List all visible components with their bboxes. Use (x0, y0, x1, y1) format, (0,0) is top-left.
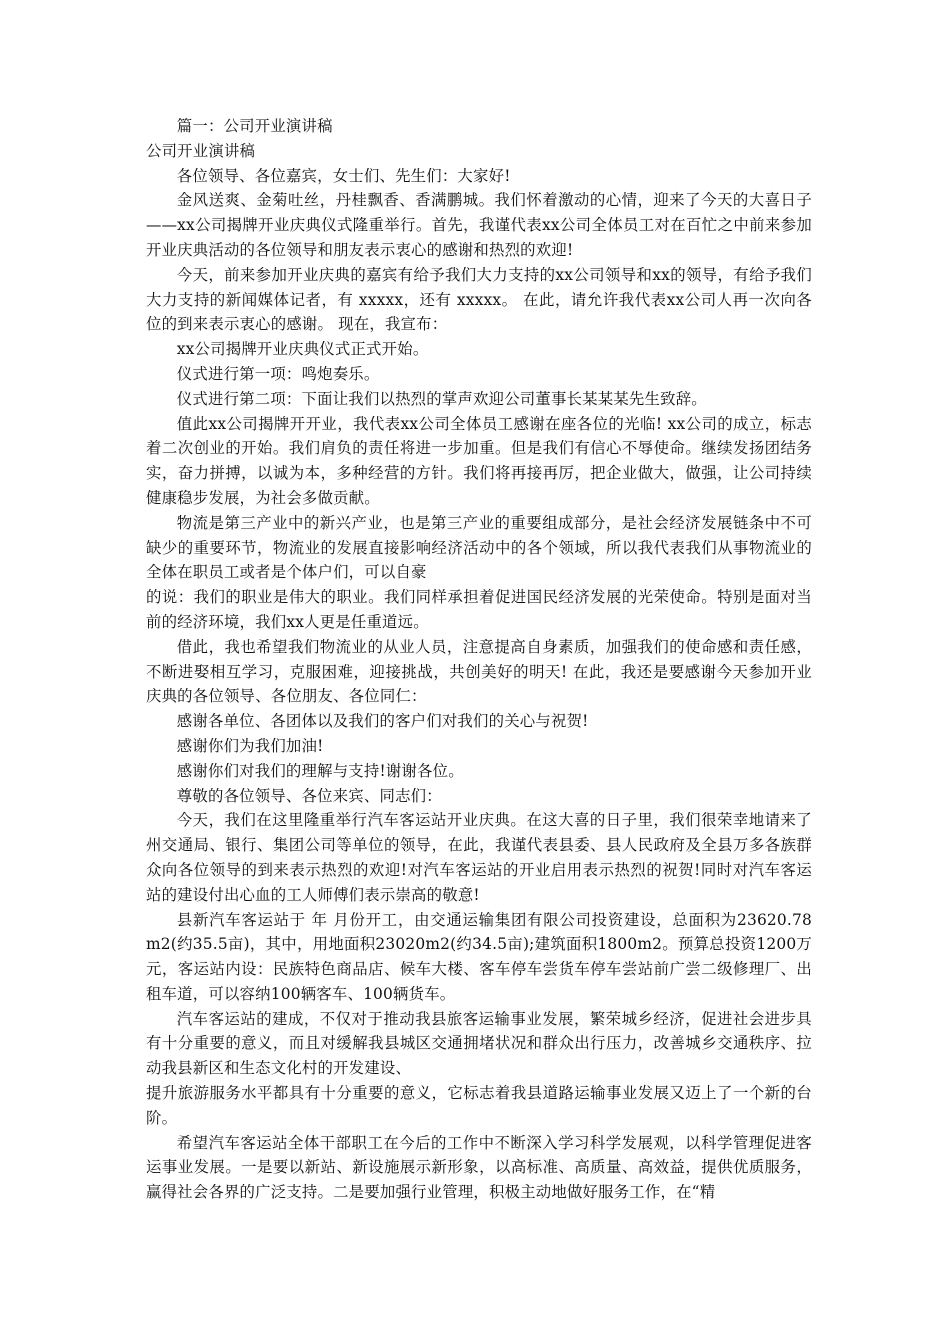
paragraph-guests: 今天，前来参加开业庆典的嘉宾有给予我们大力支持的xx公司领导和xx的领导，有给予我们大力支持的新闻媒体记者，有 xxxxx，还有 xxxxx。 在此，请允许我代表xx公司人再一次向各位的到来表示衷心的感谢。 现在，我宣布： (146, 265, 812, 334)
paragraph-thanks-1: 感谢各单位、各团体以及我们的客户们对我们的关心与祝贺! (176, 712, 589, 731)
paragraph-thanks-2: 感谢你们为我们加油! (176, 736, 324, 755)
paragraph-logistics-cont: 的说：我们的职业是伟大的职业。我们同样承担着促进国民经济发展的光荣使命。特别是面对当前的经济环境，我们xx人更是任重道远。 (146, 588, 812, 631)
document-body (146, 114, 812, 1205)
paragraph-ceremony-start: xx公司揭牌开业庆典仪式正式开始。 (176, 340, 429, 359)
paragraph-item-one: 仪式进行第一项：鸣炮奏乐。 (176, 364, 380, 383)
paragraph-thanks-3: 感谢你们对我们的理解与支持!谢谢各位。 (176, 761, 464, 780)
paragraph-station-details: 县新汽车客运站于 年 月份开工，由交通运输集团有限公司投资建设，总面积为23620.78 m2(约35.5亩)，其中，用地面积23020m2(约34.5亩);建筑面积1800m2。预算总投资1200万元，客运站内设：民族特色商品店、候车大楼、客车停车尝货车停车尝站前广尝二级修理厂、出租车道，可以容纳100辆客车、100辆货车。 (146, 910, 812, 1003)
paragraph-greeting: 各位领导、各位嘉宾，女士们、先生们：大家好! (176, 166, 511, 185)
paragraph-hope: 借此，我也希望我们物流业的从业人员，注意提高自身素质，加强我们的使命感和责任感，不断进娶相互学习，克服困难，迎接挑战，共创美好的明天! 在此，我还是要感谢今天参加开业庆典的各位领导、各位朋友、各位同仁： (146, 637, 812, 706)
paragraph-expectations: 希望汽车客运站全体干部职工在今后的工作中不断深入学习科学发展观，以科学管理促进客运事业发展。一是要以新站、新设施展示新形象，以高标准、高质量、高效益，提供优质服务，赢得社会各界的广泛支持。二是要加强行业管理，积极主动地做好服务工作，在“精 (146, 1133, 812, 1202)
paragraph-salutation: 尊敬的各位领导、各位来宾、同志们： (176, 786, 442, 805)
section-title: 篇一：公司开业演讲稿 (176, 117, 333, 135)
paragraph-station-significance-cont: 提升旅游服务水平都具有十分重要的意义，它标志着我县道路运输事业发展又迈上了一个新的台阶。 (146, 1084, 812, 1127)
paragraph-station-opening: 今天，我们在这里隆重举行汽车客运站开业庆典。在这大喜的日子里，我们很荣幸地请来了州交通局、银行、集团公司等单位的领导，在此，我谨代表县委、县人民政府及全县万多各族群众向各位领导的到来表示热烈的欢迎!对汽车客运站的开业启用表示热烈的祝贺!同时对汽车客运站的建设付出心血的工人师傅们表示崇高的敬意! (146, 811, 812, 904)
paragraph-opening: 金风送爽、金菊吐丝，丹桂飘香、香满鹏城。我们怀着激动的心情，迎来了今天的大喜日子——xx公司揭牌开业庆典仪式隆重举行。首先，我谨代表xx公司全体员工对在百忙之中前来参加开业庆典活动的各位领导和朋友表示衷心的感谢和热烈的欢迎! (146, 191, 812, 259)
paragraph-item-two: 仪式进行第二项：下面让我们以热烈的掌声欢迎公司董事长某某某先生致辞。 (176, 389, 707, 408)
paragraph-chairman: 值此xx公司揭牌开开业，我代表xx公司全体员工感谢在座各位的光临! xx公司的成立，标志着二次创业的开始。我们肩负的责任将进一步加重。但是我们有信心不辱使命。继续发扬团结务实，奋力拼搏，以诚为本，多种经营的方针。我们将再接再厉，把企业做大，做强，让公司持续健康稳步发展，为社会多做贡献。 (146, 414, 812, 507)
document-heading: 公司开业演讲稿 (146, 141, 256, 160)
paragraph-station-significance: 汽车客运站的建成，不仅对于推动我县旅客运输事业发展，繁荣城乡经济，促进社会进步具有十分重要的意义，而且对缓解我县城区交通拥堵状况和群众出行压力，改善城乡交通秩序、拉动我县新区和生态文化村的开发建设、 (146, 1009, 812, 1078)
paragraph-logistics: 物流是第三产业中的新兴产业，也是第三产业的重要组成部分，是社会经济发展链条中不可缺少的重要环节，物流业的发展直接影响经济活动中的各个领域，所以我代表我们从事物流业的全体在职员工或者是个体户们，可以自豪 (146, 513, 812, 582)
